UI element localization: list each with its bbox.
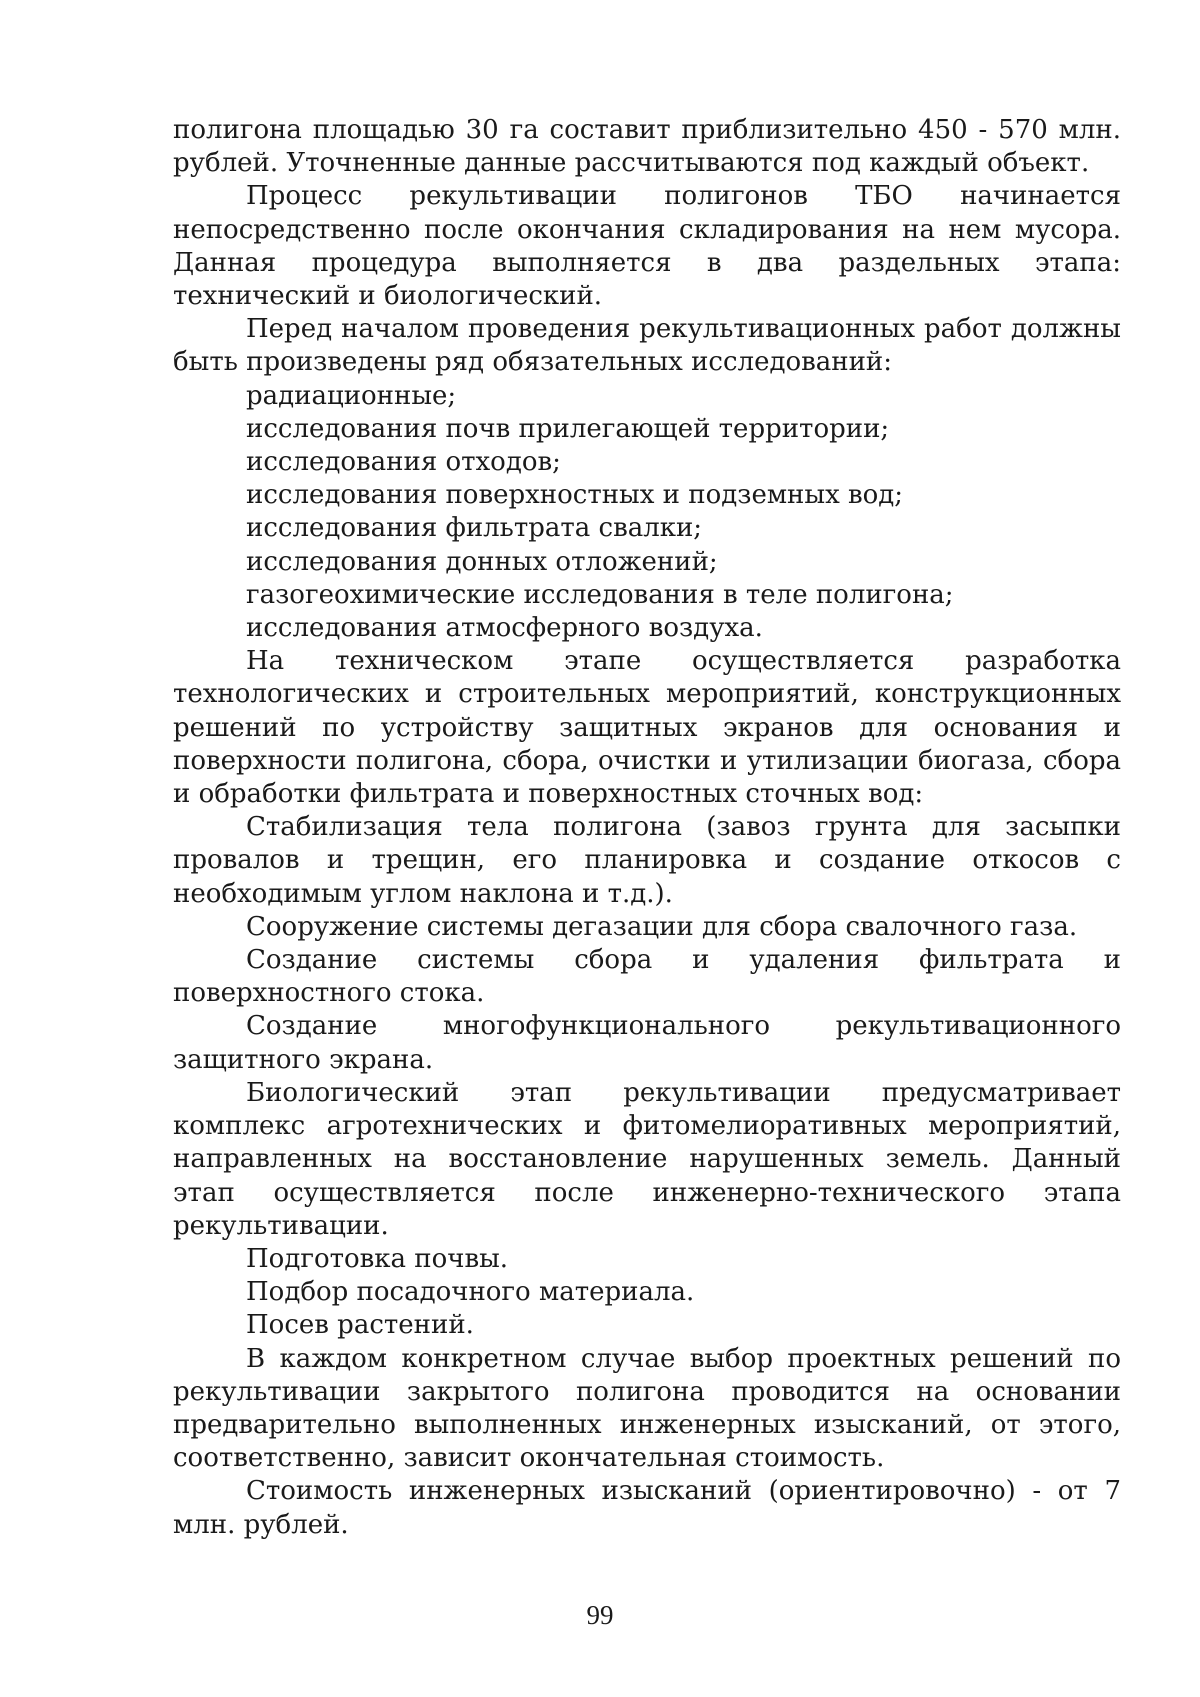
paragraph: На техническом этапе осуществляется разработка технологических и строительных мероприятий, конструкционных решений по устройству защитных экранов для основания и поверхности полигона, сбора, очистки и утилизации биогаза, сбора и обработки фильтрата и поверхностных сточных вод: xyxy=(173,646,1121,810)
list-item: исследования поверхностных и подземных вод; xyxy=(246,480,904,511)
paragraph: Создание многофункционального рекультивационного защитного экрана. xyxy=(173,1011,1121,1075)
paragraph: Подбор посадочного материала. xyxy=(246,1277,695,1308)
list-item: газогеохимические исследования в теле полигона; xyxy=(246,579,954,610)
paragraph: Посев растений. xyxy=(246,1310,474,1341)
list-item: исследования донных отложений; xyxy=(246,546,718,577)
list-item: исследования фильтрата свалки; xyxy=(246,513,703,544)
paragraph: Подготовка почвы. xyxy=(246,1243,509,1274)
paragraph: Стабилизация тела полигона (завоз грунта для засыпки провалов и трещин, его планировка и создание откосов с необходимым углом наклона и т.д.). xyxy=(173,812,1121,909)
paragraph: полигона площадью 30 га составит приблизительно 450 - 570 млн. рублей. Уточненные данные рассчитываются под каждый объект. xyxy=(173,115,1121,179)
paragraph: Создание системы сбора и удаления фильтрата и поверхностного стока. xyxy=(173,945,1121,1009)
document-body xyxy=(173,114,1121,1542)
list-item: исследования атмосферного воздуха. xyxy=(246,613,763,644)
paragraph: Стоимость инженерных изысканий (ориентировочно) - от 7 млн. рублей. xyxy=(173,1476,1121,1540)
list-item: исследования отходов; xyxy=(246,447,561,478)
page-number: 99 xyxy=(586,1600,614,1630)
paragraph: Процесс рекультивации полигонов ТБО начинается непосредственно после окончания складирования на нем мусора. Данная процедура выполняется в два раздельных этапа: технический и биологический. xyxy=(173,181,1121,312)
paragraph: Сооружение системы дегазации для сбора свалочного газа. xyxy=(246,911,1078,942)
paragraph: В каждом конкретном случае выбор проектных решений по рекультивации закрытого полигона проводится на основании предварительно выполненных инженерных изысканий, от этого, соответственно, зависит окончательная стоимость. xyxy=(173,1343,1121,1474)
list-item: радиационные; xyxy=(246,380,457,411)
list-item: исследования почв прилегающей территории; xyxy=(246,413,890,444)
paragraph: Биологический этап рекультивации предусматривает комплекс агротехнических и фитомелиоративных мероприятий, направленных на восстановление нарушенных земель. Данный этап осуществляется после инженерно-технического этапа рекультивации. xyxy=(173,1077,1121,1241)
paragraph: Перед началом проведения рекультивационных работ должны быть произведены ряд обязательных исследований: xyxy=(173,314,1121,378)
